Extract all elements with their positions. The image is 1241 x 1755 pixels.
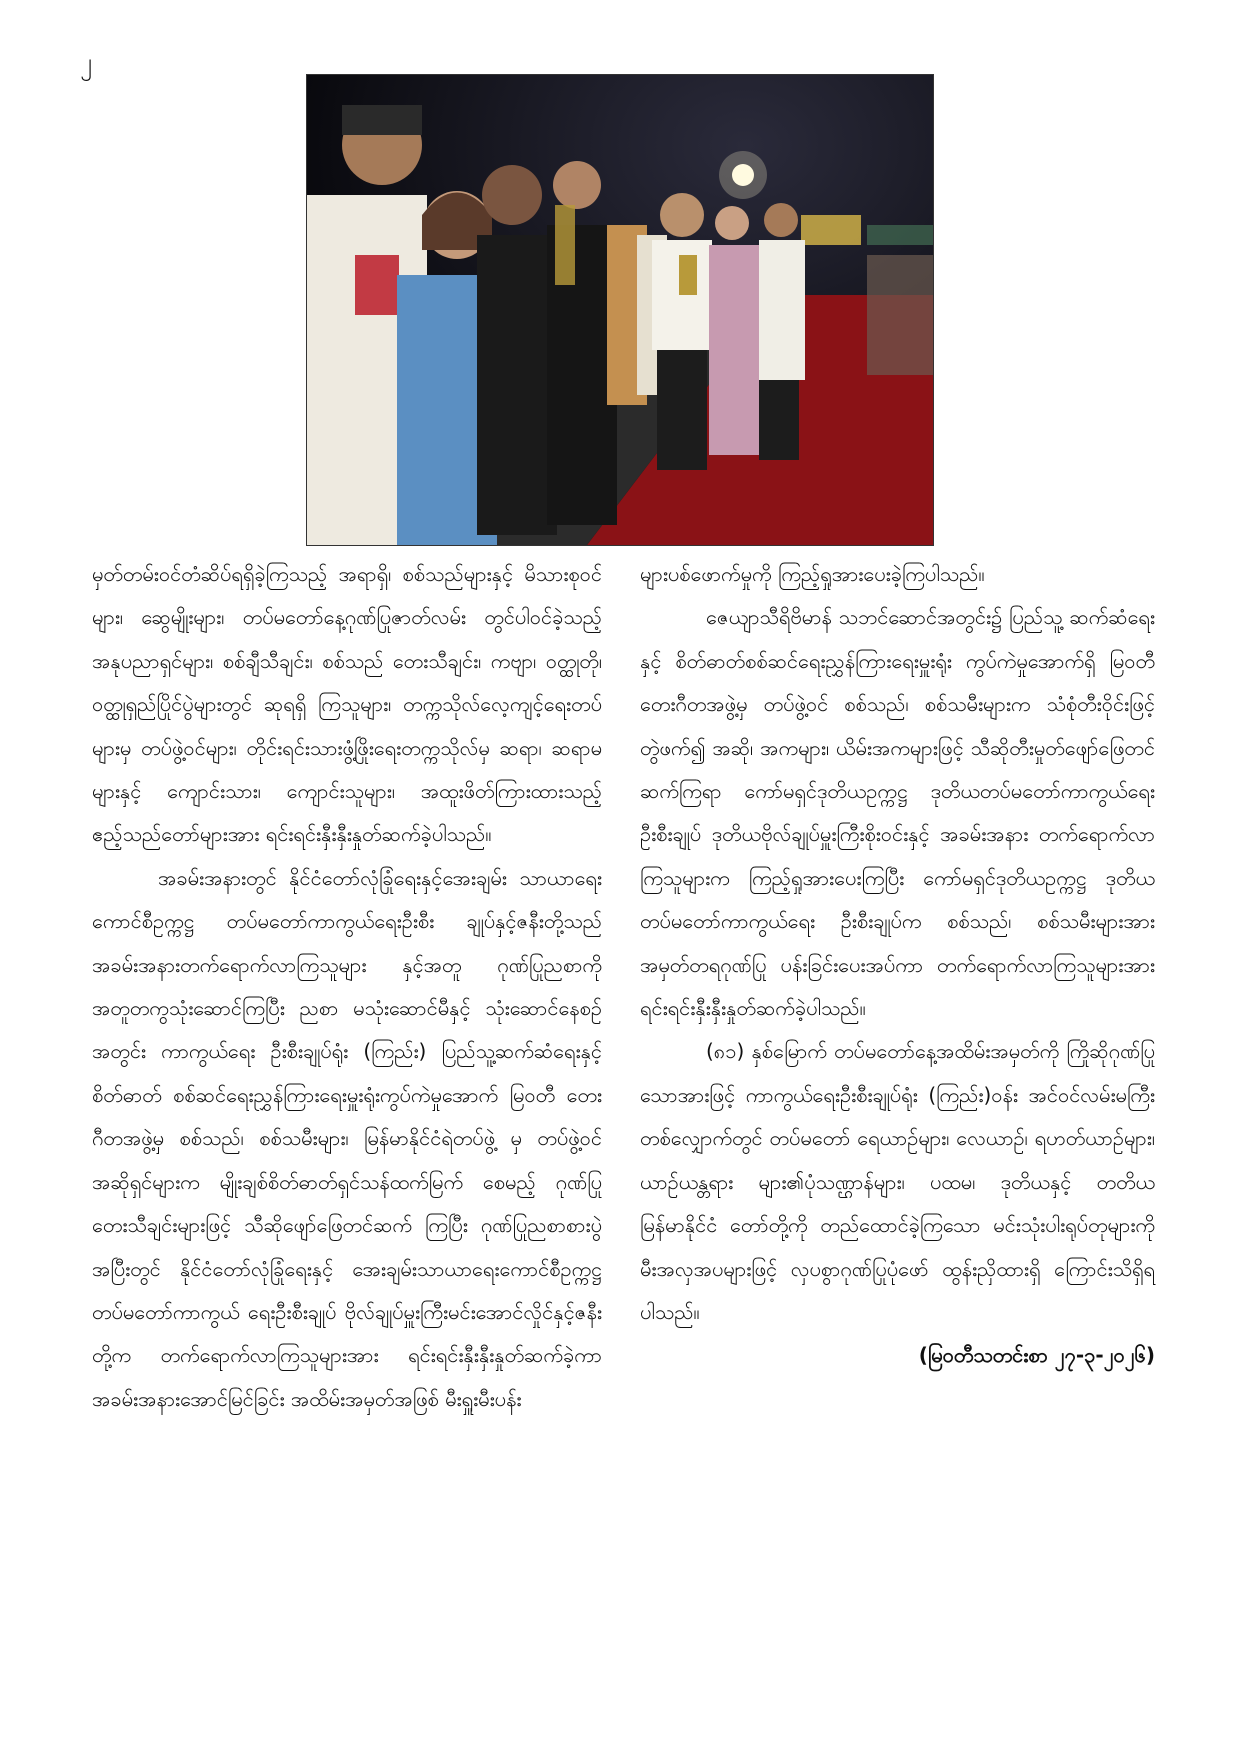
right-paragraph-1: များပစ်ဖောက်မှုကို ကြည့်ရှုအားပေးခဲ့ကြပါသည်။ — [640, 562, 985, 586]
right-column — [640, 553, 1155, 1378]
right-paragraph-3: (၈၁) နှစ်မြောက် တပ်မတော်နေ့အထိမ်းအမှတ်ကို ကြိုဆိုဂုဏ်ပြုသောအားဖြင့် ကာကွယ်ရေးဦးစီးချုပ်ရုံး (ကြည်း)ဝန်း အင်ဝင်လမ်းမကြီးတစ်လျှောက်တွင် တပ်မတော် ရေယာဉ်များ၊ လေယာဉ်၊ ရဟတ်ယာဉ်များ၊ ယာဉ်ယန္တရား များ၏ပုံသဏ္ဌာန်များ၊ ပထမ၊ ဒုတိယနှင့် တတိယမြန်မာနိုင်ငံ တော်တို့ကို တည်ထောင်ခဲ့ကြသော မင်းသုံးပါးရုပ်တုများကို မီးအလှအပများဖြင့် လှပစွာဂုဏ်ပြုပုံဖော် ထွန်းညှိထားရှိ ကြောင်းသိရှိရပါသည်။ — [640, 1039, 1155, 1324]
reception-photo — [306, 74, 934, 546]
source-citation: (မြဝတီသတင်းစာ ၂၇-၃-၂၀၂၆) — [918, 1343, 1155, 1368]
page-number: ၂ — [80, 48, 92, 76]
right-paragraph-2: ဇေယျာသီရိဗိမာန် သဘင်ဆောင်အတွင်း၌ ပြည်သူ့ ဆက်ဆံရေးနှင့် စိတ်ဓာတ်စစ်ဆင်ရေးညွှန်ကြားရေးမှူးရုံး ကွပ်ကဲမှုအောက်ရှိ မြဝတီတေးဂီတအဖွဲ့မှ တပ်ဖွဲ့ဝင် စစ်သည်၊ စစ်သမီးများက သံစုံတီးဝိုင်းဖြင့်တွဲဖက်၍ အဆို၊ အကများ၊ ယိမ်းအကများဖြင့် သီဆိုတီးမှုတ်ဖျော်ဖြေတင်ဆက်ကြရာ ကော်မရှင်ဒုတိယဥက္ကဋ္ဌ ဒုတိယတပ်မတော်ကာကွယ်ရေး ဦးစီးချုပ် ဒုတိယဗိုလ်ချုပ်မှူးကြီးစိုးဝင်းနှင့် အခမ်းအနား တက်ရောက်လာကြသူများက ကြည့်ရှုအားပေးကြပြီး ကော်မရှင်ဒုတိယဥက္ကဋ္ဌ ဒုတိယတပ်မတော်ကာကွယ်ရေး ဦးစီးချုပ်က စစ်သည်၊ စစ်သမီးများအား အမှတ်တရဂုဏ်ပြု ပန်းခြင်းပေးအပ်ကာ တက်ရောက်လာကြသူများအား ရင်းရင်းနှီးနှီးနှုတ်ဆက်ခဲ့ပါသည်။ — [640, 605, 1155, 1021]
photo-illustration — [307, 75, 933, 545]
left-paragraph-2: အခမ်းအနားတွင် နိုင်ငံတော်လုံခြုံရေးနှင့်အေးချမ်း သာယာရေးကောင်စီဥက္ကဋ္ဌ တပ်မတော်ကာကွယ်ရေးဦးစီး ချုပ်နှင့်ဇနီးတို့သည် အခမ်းအနားတက်ရောက်လာကြသူများ နှင့်အတူ ဂုဏ်ပြုညစာကို အတူတကွသုံးဆောင်ကြပြီး ညစာ မသုံးဆောင်မီနှင့် သုံးဆောင်နေစဉ်အတွင်း ကာကွယ်ရေး ဦးစီးချုပ်ရုံး (ကြည်း) ပြည်သူ့ဆက်ဆံရေးနှင့် စိတ်ဓာတ် စစ်ဆင်ရေးညွှန်ကြားရေးမှူးရုံးကွပ်ကဲမှုအောက် မြဝတီ တေးဂီတအဖွဲ့မှ စစ်သည်၊ စစ်သမီးများ၊ မြန်မာနိုင်ငံရဲတပ်ဖွဲ့ မှ တပ်ဖွဲ့ဝင် အဆိုရှင်များက မျိုးချစ်စိတ်ဓာတ်ရှင်သန်ထက်မြက် စေမည့် ဂုဏ်ပြုတေးသီချင်းများဖြင့် သီဆိုဖျော်ဖြေတင်ဆက် ကြပြီး ဂုဏ်ပြုညစာစားပွဲအပြီးတွင် နိုင်ငံတော်လုံခြုံရေးနှင့် အေးချမ်းသာယာရေးကောင်စီဥက္ကဋ္ဌ တပ်မတော်ကာကွယ် ရေးဦးစီးချုပ် ဗိုလ်ချုပ်မှူးကြီးမင်းအောင်လှိုင်နှင့်ဇနီးတို့က တက်ရောက်လာကြသူများအား ရင်းရင်းနှီးနှီးနှုတ်ဆက်ခဲ့ကာ အခမ်းအနားအောင်မြင်ခြင်း အထိမ်းအမှတ်အဖြစ် မီးရှူးမီးပန်း — [92, 865, 602, 1411]
left-column — [92, 553, 602, 1421]
left-paragraph-1: မှတ်တမ်းဝင်တံဆိပ်ရရှိခဲ့ကြသည့် အရာရှိ၊ စစ်သည်များနှင့် မိသားစုဝင်များ၊ ဆွေမျိုးများ၊ တပ်မတော်နေ့ဂုဏ်ပြုဇာတ်လမ်း တွင်ပါဝင်ခဲ့သည့် အနုပညာရှင်များ၊ စစ်ချီသီချင်း၊ စစ်သည် တေးသီချင်း၊ ကဗျာ၊ ဝတ္ထုတို၊ ဝတ္ထုရှည်ပြိုင်ပွဲများတွင် ဆုရရှိ ကြသူများ၊ တက္ကသိုလ်လေ့ကျင့်ရေးတပ်များမှ တပ်ဖွဲ့ဝင်များ၊ တိုင်းရင်းသားဖွံ့ဖြိုးရေးတက္ကသိုလ်မှ ဆရာ၊ ဆရာမများနှင့် ကျောင်းသား၊ ကျောင်းသူများ၊ အထူးဖိတ်ကြားထားသည့် ဧည့်သည်တော်များအား ရင်းရင်းနှီးနှီးနှုတ်ဆက်ခဲ့ပါသည်။ — [92, 562, 602, 847]
